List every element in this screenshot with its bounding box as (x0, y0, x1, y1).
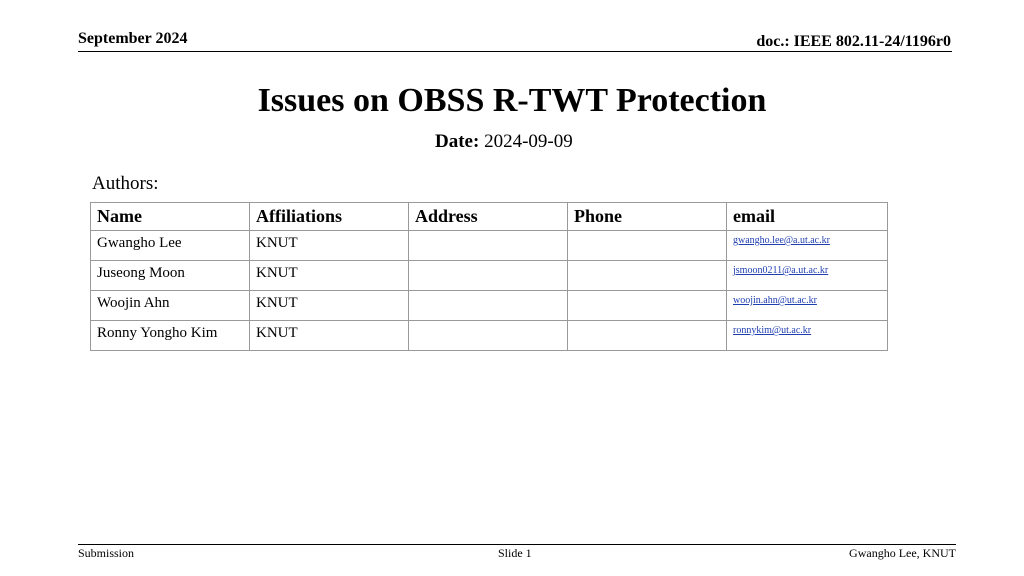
author-phone (568, 321, 727, 351)
author-name: Ronny Yongho Kim (91, 321, 250, 351)
footer-divider (78, 544, 956, 545)
author-name: Juseong Moon (91, 261, 250, 291)
author-affiliation: KNUT (250, 291, 409, 321)
footer-submission: Submission (78, 546, 135, 560)
column-header-name: Name (91, 203, 250, 231)
author-affiliation: KNUT (250, 261, 409, 291)
date-label: Date: (435, 131, 480, 152)
author-address (409, 321, 568, 351)
author-name: Woojin Ahn (91, 291, 250, 321)
author-address (409, 291, 568, 321)
author-email-link[interactable]: ronnykim@ut.ac.kr (733, 325, 812, 336)
header-doc-id: doc.: IEEE 802.11-24/1196r0 (756, 33, 951, 50)
authors-table-header (91, 203, 888, 231)
author-email-cell (727, 291, 888, 321)
header-date: September 2024 (78, 30, 188, 47)
table-row (91, 291, 888, 321)
table-row (91, 261, 888, 291)
authors-table (90, 202, 888, 351)
date-line (435, 131, 573, 153)
column-header-address: Address (409, 203, 568, 231)
header-divider (78, 51, 952, 52)
author-address (409, 261, 568, 291)
author-address (409, 231, 568, 261)
author-name: Gwangho Lee (91, 231, 250, 261)
author-email-cell (727, 231, 888, 261)
column-header-affiliations: Affiliations (250, 203, 409, 231)
authors-label: Authors: (92, 173, 159, 194)
author-email-link[interactable]: gwangho.lee@a.ut.ac.kr (733, 235, 830, 246)
table-row (91, 321, 888, 351)
footer-author: Gwangho Lee, KNUT (849, 546, 956, 560)
author-email-link[interactable]: jsmoon0211@a.ut.ac.kr (733, 265, 829, 276)
author-email-link[interactable]: woojin.ahn@ut.ac.kr (733, 295, 817, 306)
author-affiliation: KNUT (250, 321, 409, 351)
table-row (91, 231, 888, 261)
author-email-cell (727, 261, 888, 291)
column-header-email: email (727, 203, 888, 231)
column-header-phone: Phone (568, 203, 727, 231)
slide-title: Issues on OBSS R-TWT Protection (257, 82, 767, 119)
author-phone (568, 261, 727, 291)
author-phone (568, 291, 727, 321)
author-affiliation: KNUT (250, 231, 409, 261)
author-phone (568, 231, 727, 261)
footer-slide-number: Slide 1 (498, 546, 532, 560)
date-value: 2024-09-09 (484, 131, 573, 152)
author-email-cell (727, 321, 888, 351)
